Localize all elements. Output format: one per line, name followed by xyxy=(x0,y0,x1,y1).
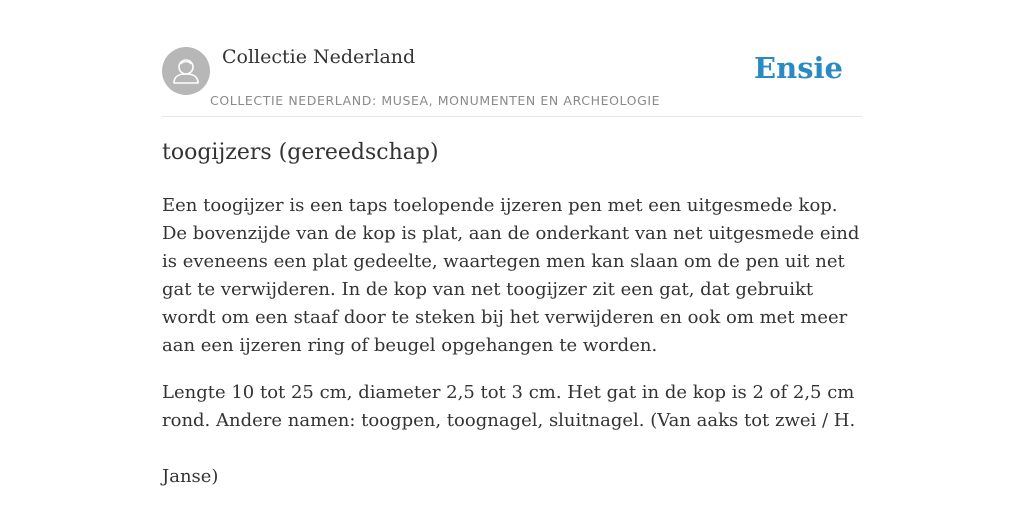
article-body xyxy=(162,192,862,491)
page-title: toogijzers (gereedschap) xyxy=(162,140,439,165)
article-card xyxy=(162,0,862,512)
avatar[interactable] xyxy=(162,47,210,95)
paragraph-description: Een toogijzer is een taps toelopende ijzeren pen met een uitgesmede kop. De bovenzijde van de kop is plat, aan de onderkant van net uitgesmede eind is eveneens een plat gedeelte, waartegen men kan slaan om de pen uit net gat te verwijderen. In de kop van net toogijzer zit een gat, dat gebruikt wordt om een staaf door te steken bij het verwijderen en ook om met meer aan een ijzeren ring of beugel opgehangen te worden. xyxy=(162,195,860,356)
paragraph-dimensions: Lengte 10 tot 25 cm, diameter 2,5 tot 3 cm. Het gat in de kop is 2 of 2,5 cm rond. Andere namen: toogpen, toognagel, sluitnagel. (Van aaks tot zwei / H. xyxy=(162,382,856,431)
source-subtitle[interactable]: COLLECTIE NEDERLAND: MUSEA, MONUMENTEN EN ARCHEOLOGIE xyxy=(210,93,661,108)
user-icon xyxy=(162,47,210,95)
brand-logo[interactable]: Ensie xyxy=(754,51,843,85)
author-name[interactable]: Collectie Nederland xyxy=(222,46,416,68)
article-header xyxy=(162,0,862,117)
paragraph-source: Janse) xyxy=(162,466,219,487)
